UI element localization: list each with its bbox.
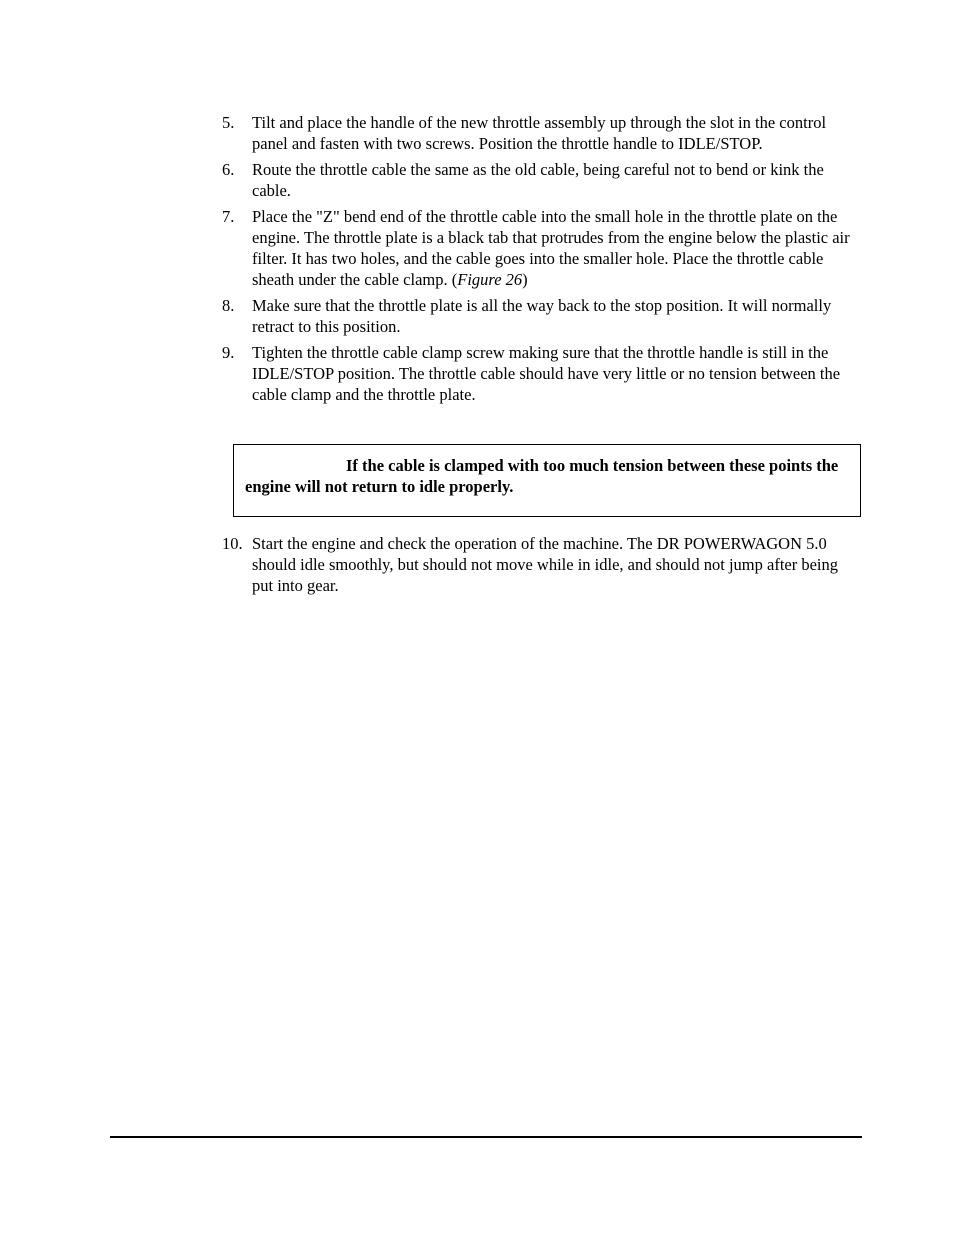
step-10 <box>222 533 862 596</box>
step-7 <box>222 206 862 290</box>
step-5 <box>222 112 862 154</box>
step-text: Start the engine and check the operation of the machine. The DR POWERWAGON 5.0 should idle smoothly, but should not move while in idle, and should not jump after being put into gear. <box>252 534 838 595</box>
footer-rule <box>110 1136 862 1138</box>
step-number: 7. <box>222 207 235 226</box>
step-text <box>252 207 850 289</box>
figure-reference: Figure 26 <box>457 270 523 289</box>
step-text: Make sure that the throttle plate is all the way back to the stop position. It will normally retract to this position. <box>252 296 832 336</box>
step-6 <box>222 159 862 201</box>
step-9 <box>222 342 862 405</box>
instruction-steps <box>222 112 862 410</box>
step-text-close: ) <box>522 270 528 289</box>
step-number: 9. <box>222 343 235 362</box>
step-text: Route the throttle cable the same as the old cable, being careful not to bend or kink the cable. <box>252 160 824 200</box>
note-text: If the cable is clamped with too much tension between these points the engine will not return to idle properly. <box>245 456 839 496</box>
step-number: 6. <box>222 160 235 179</box>
step-number: 8. <box>222 296 235 315</box>
step-number: 10. <box>222 534 243 553</box>
step-number: 5. <box>222 113 235 132</box>
step-text: Tighten the throttle cable clamp screw making sure that the throttle handle is still in the IDLE/STOP position. The throttle cable should have very little or no tension between the cable clamp and the throttle plate. <box>252 343 841 404</box>
step-text: Tilt and place the handle of the new throttle assembly up through the slot in the control panel and fasten with two screws. Position the throttle handle to IDLE/STOP. <box>252 113 827 153</box>
instruction-steps-continued <box>222 533 862 601</box>
step-text-main: Place the "Z" bend end of the throttle cable into the small hole in the throttle plate on the engine. The throttle plate is a black tab that protrudes from the engine below the plastic air filter. It has two holes, and the cable goes into the smaller hole. Place the throttle cable sheath under the cable clamp. ( <box>252 207 850 289</box>
note-box <box>233 444 861 517</box>
step-8 <box>222 295 862 337</box>
